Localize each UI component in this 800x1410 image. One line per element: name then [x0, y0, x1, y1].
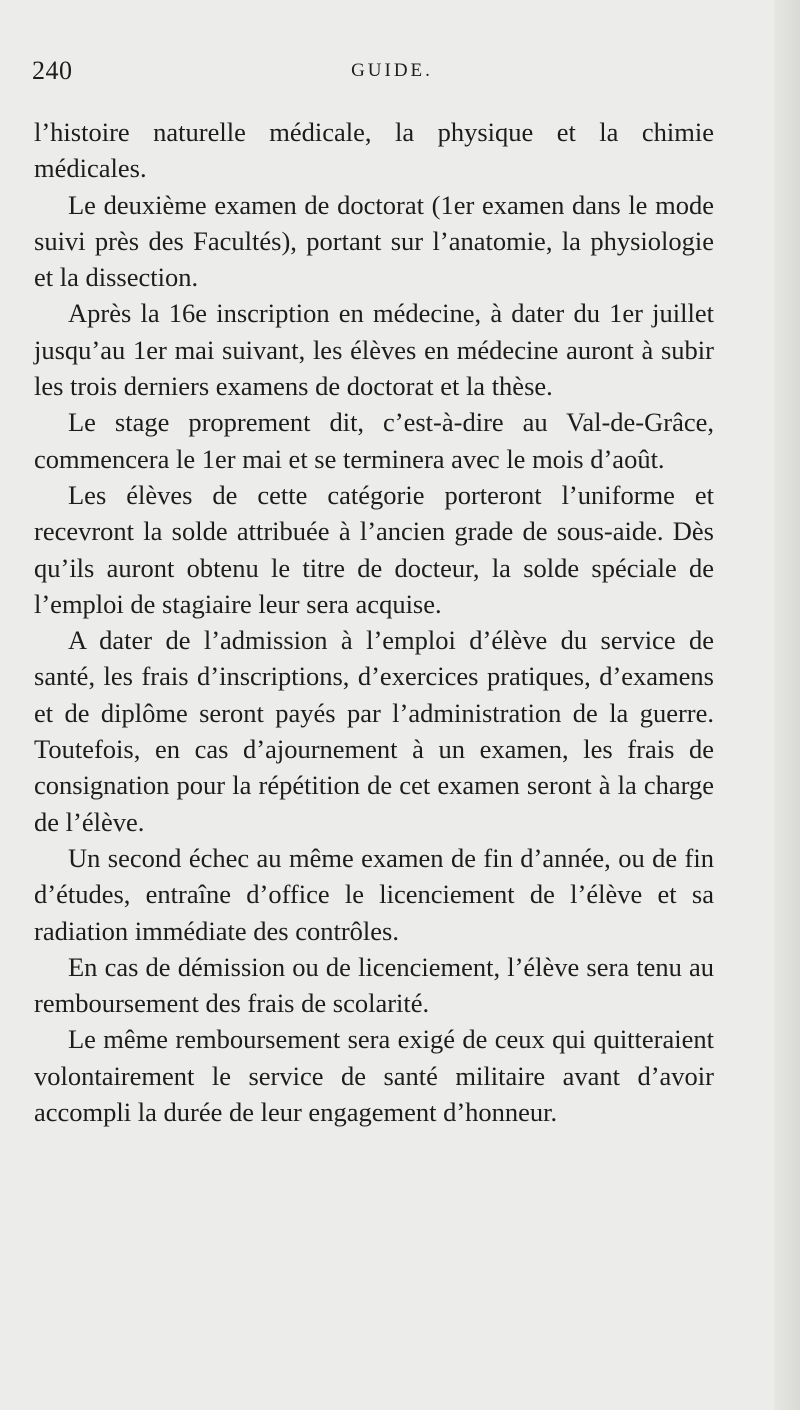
- paragraph: Les élèves de cette catégorie porteront l’uniforme et recevront la solde attribuée à l’ancien grade de sous-aide. Dès qu’ils auront obtenu le titre de docteur, la solde spéciale de l’emploi de stagiaire leur sera acquise.: [34, 479, 714, 619]
- paragraph: Le même remboursement sera exigé de ceux qui quitteraient volontairement le service de santé militaire avant d’avoir accompli la durée de leur engagement d’honneur.: [34, 1024, 714, 1128]
- paragraph: A dater de l’admission à l’emploi d’élève du service de santé, les frais d’inscriptions, d’exercices pratiques, d’examens et de diplôme seront payés par l’administration de la guerre. Toutefois, en cas d’ajournement à un examen, les frais de consignation pour la répétition de cet examen seront à la charge de l’élève.: [34, 625, 714, 837]
- running-head: GUIDE.: [351, 60, 433, 81]
- paragraph: Un second échec au même examen de fin d’année, ou de fin d’études, entraîne d’office le licenciement de l’élève et sa radiation immédiate des contrôles.: [34, 842, 714, 946]
- paragraph: En cas de démission ou de licenciement, l’élève sera tenu au remboursement des frais de scolarité.: [34, 951, 714, 1019]
- paragraph: Le stage proprement dit, c’est-à-dire au Val-de-Grâce, commencera le 1er mai et se terminera avec le mois d’août.: [34, 407, 714, 474]
- page-body: [34, 114, 714, 1130]
- paragraph: Après la 16e inscription en médecine, à dater du 1er juillet jusqu’au 1er mai suivant, les élèves en médecine auront à subir les trois derniers examens de doctorat et la thèse.: [34, 298, 714, 402]
- page-edge: [774, 0, 800, 1410]
- paragraph: l’histoire naturelle médicale, la physique et la chimie médicales.: [34, 117, 714, 184]
- paragraph: Le deuxième examen de doctorat (1er examen dans le mode suivi près des Facultés), portant sur l’anatomie, la physiologie et la dissection.: [34, 189, 714, 293]
- page-header: [32, 56, 720, 96]
- page-number: 240: [32, 56, 73, 85]
